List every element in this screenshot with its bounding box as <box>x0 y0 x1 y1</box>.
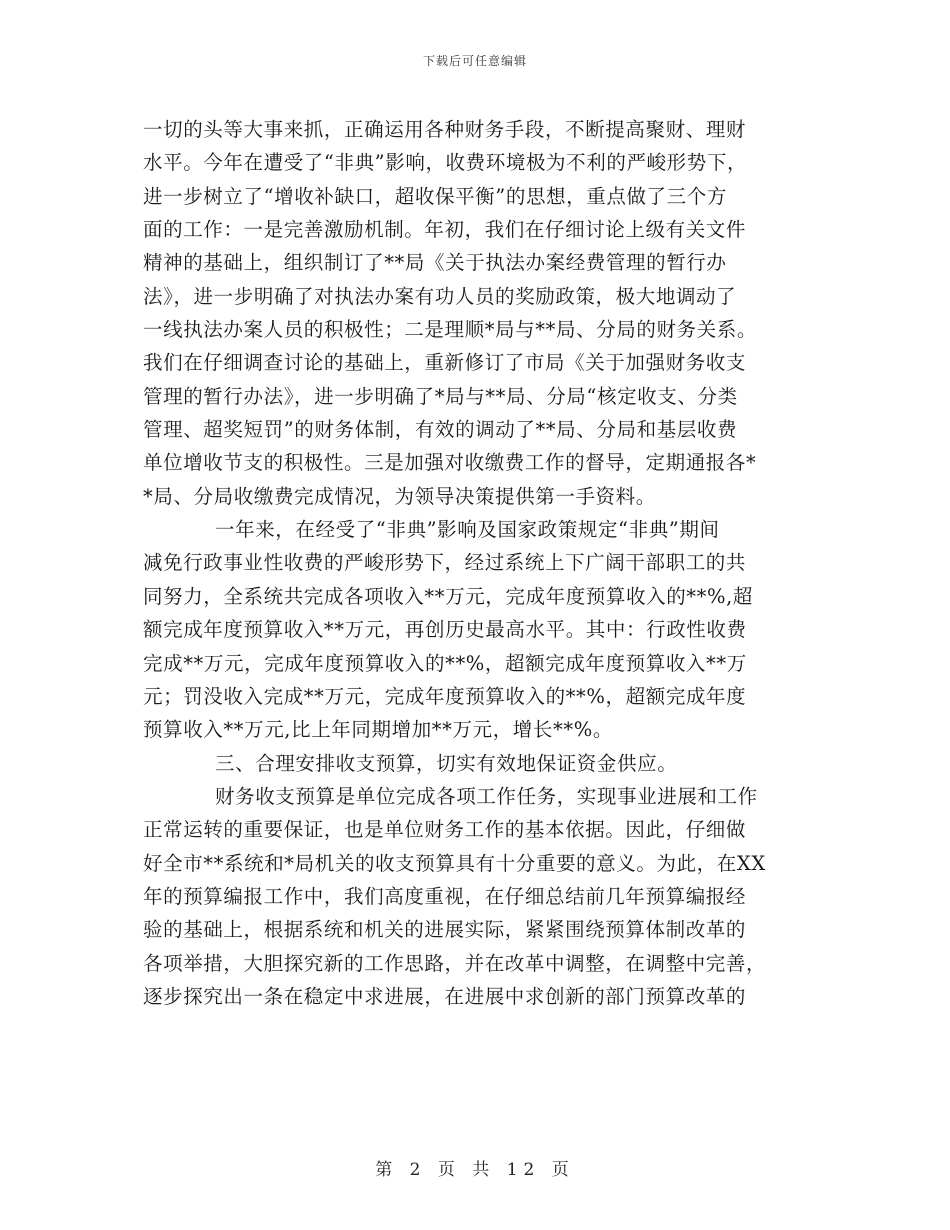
text-line: 年的预算编报工作中，我们高度重视，在仔细总结前几年预算编报经 <box>143 884 747 908</box>
text-line: 管理、超奖短罚”的财务体制，有效的调动了**局、分局和基层收费 <box>143 418 738 442</box>
text-line: 一线执法办案人员的积极性；二是理顺*局与**局、分局的财务关系。 <box>143 318 757 342</box>
text-line: 各项举措，大胆探究新的工作思路，并在改革中调整，在调整中完善， <box>143 951 767 975</box>
text-line: 进一步树立了“增收补缺口，超收保平衡”的思想，重点做了三个方 <box>143 184 727 208</box>
text-line: 一切的头等大事来抓，正确运用各种财务手段，不断提高聚财、理财 <box>143 118 747 141</box>
text-line: 三、合理安排收支预算，切实有效地保证资金供应。 <box>215 751 678 775</box>
page-header: 下载后可任意编辑 <box>422 54 527 68</box>
text-line: 验的基础上，根据系统和机关的进展实际，紧紧围绕预算体制改革的 <box>143 918 747 942</box>
text-line: 面的工作：一是完善激励机制。年初，我们在仔细讨论上级有关文件 <box>143 218 747 242</box>
document-body <box>143 113 811 1013</box>
text-line: 正常运转的重要保证，也是单位财务工作的基本依据。因此，仔细做 <box>143 818 747 842</box>
text-line: 一年来，在经受了“非典”影响及国家政策规定“非典”期间 <box>215 518 720 542</box>
text-line: *局、分局收缴费完成情况，为领导决策提供第一手资料。 <box>143 484 656 508</box>
text-line: 财务收支预算是单位完成各项工作任务，实现事业进展和工作 <box>215 784 758 808</box>
text-line: 预算收入**万元,比上年同期增加**万元，增长**%。 <box>143 718 613 742</box>
text-line: 逐步探究出一条在稳定中求进展，在进展中求创新的部门预算改革的 <box>143 984 747 1008</box>
text-line: 元；罚没收入完成**万元，完成年度预算收入的**%，超额完成年度 <box>143 684 747 708</box>
text-line: 完成**万元，完成年度预算收入的**%，超额完成年度预算收入**万 <box>143 651 747 675</box>
text-line: 好全市**系统和*局机关的收支预算具有十分重要的意义。为此，在XX <box>143 851 766 875</box>
text-line: 管理的暂行办法》，进一步明确了*局与**局、分局“核定收支、分类 <box>143 384 738 408</box>
text-line: 水平。今年在遭受了“非典”影响，收费环境极为不利的严峻形势下， <box>143 151 748 175</box>
text-line: 同努力，全系统共完成各项收入**万元，完成年度预算收入的**%,超 <box>143 584 754 608</box>
text-line: 减免行政事业性收费的严峻形势下，经过系统上下广阔干部职工的共 <box>143 551 747 575</box>
text-line: 法》，进一步明确了对执法办案有功人员的奖励政策，极大地调动了 <box>143 284 737 308</box>
text-line: 我们在仔细调查讨论的基础上，重新修订了市局《关于加强财务收支 <box>143 351 747 375</box>
text-line: 单位增收节支的积极性。三是加强对收缴费工作的督导，定期通报各* <box>143 451 757 475</box>
text-line: 额完成年度预算收入**万元，再创历史最高水平。其中：行政性收费 <box>143 618 747 642</box>
text-line: 精神的基础上，组织制订了**局《关于执法办案经费管理的暂行办 <box>143 251 727 275</box>
page-footer: 第 2 页 共 12 页 <box>375 1160 575 1180</box>
